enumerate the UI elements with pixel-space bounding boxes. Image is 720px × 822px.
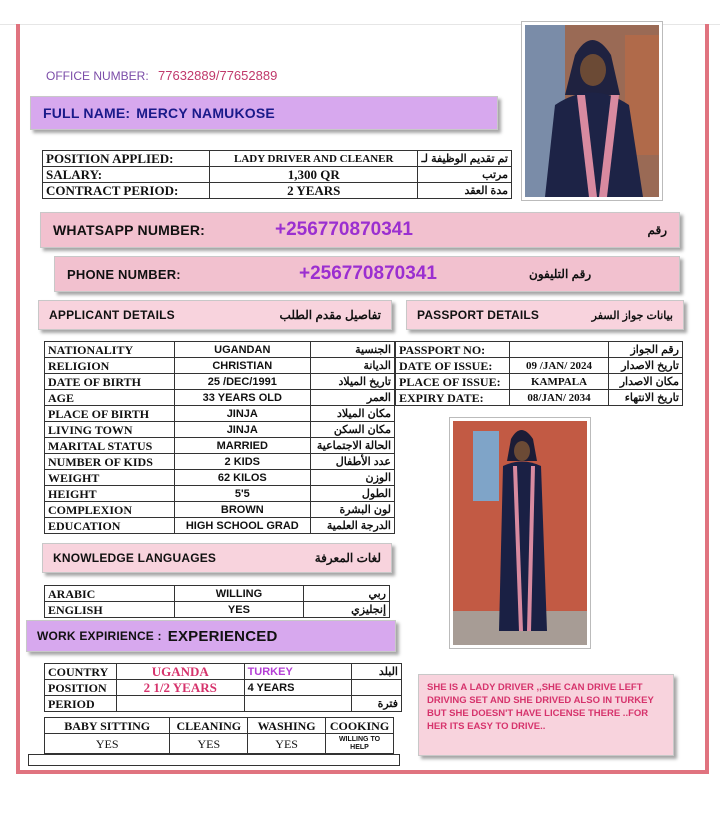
passport-table: [395, 341, 683, 406]
passport-field-value: 09 /JAN/ 2024: [509, 358, 608, 374]
table-row: [45, 342, 395, 358]
remark-box: [418, 674, 674, 756]
table-row: [45, 734, 394, 754]
applicant-field-ar: الوزن: [311, 470, 395, 486]
passport-field-label: DATE OF ISSUE:: [396, 358, 510, 374]
table-row: [396, 342, 683, 358]
applicant-field-ar: عدد الأطفال: [311, 454, 395, 470]
applicant-field-value: BROWN: [174, 502, 311, 518]
applicant-details-ar: تفاصيل مقدم الطلب: [279, 308, 381, 322]
table-row: [45, 438, 395, 454]
applicant-field-value: JINJA: [174, 422, 311, 438]
period-2-value: [244, 696, 352, 712]
country-label: COUNTRY: [45, 664, 117, 680]
office-number-value: 77632889/77652889: [158, 68, 278, 83]
table-row: [45, 518, 395, 534]
period-label: PERIOD: [45, 696, 117, 712]
applicant-field-ar: مكان السكن: [311, 422, 395, 438]
applicant-field-label: HEIGHT: [45, 486, 175, 502]
cooking-value: WILLING TO HELP: [326, 734, 394, 754]
position-applied-ar: تم تقديم الوظيفة لـ: [418, 151, 512, 167]
applicant-field-ar: الطول: [311, 486, 395, 502]
applicant-field-label: LIVING TOWN: [45, 422, 175, 438]
passport-field-value: 08/JAN/ 2034: [509, 390, 608, 406]
english-label: ENGLISH: [45, 602, 175, 618]
passport-details-header: [406, 300, 684, 330]
office-number-label: OFFICE NUMBER:: [46, 69, 149, 83]
washing-value: YES: [248, 734, 326, 754]
work-experience-value: EXPERIENCED: [167, 627, 278, 645]
skills-table: [44, 717, 394, 754]
applicant-field-label: COMPLEXION: [45, 502, 175, 518]
applicant-field-ar: لون البشرة: [311, 502, 395, 518]
table-row: [45, 586, 390, 602]
table-row: [45, 486, 395, 502]
cleaning-value: YES: [170, 734, 248, 754]
full-name-label: FULL NAME:: [43, 105, 131, 121]
office-number: [46, 68, 277, 83]
whatsapp-ar: رقم: [647, 223, 667, 237]
applicant-field-ar: الحالة الاجتماعية: [311, 438, 395, 454]
table-row: [45, 454, 395, 470]
table-row: [43, 167, 512, 183]
passport-field-ar: تاريخ الانتهاء: [609, 390, 683, 406]
table-row: [396, 358, 683, 374]
passport-field-ar: مكان الاصدار: [609, 374, 683, 390]
full-name-value: MERCY NAMUKOSE: [136, 105, 275, 121]
applicant-field-value: 5'5: [174, 486, 311, 502]
position-applied-label: POSITION APPLIED:: [43, 151, 210, 167]
applicant-field-label: NATIONALITY: [45, 342, 175, 358]
applicant-field-ar: الدرجة العلمية: [311, 518, 395, 534]
salary-label: SALARY:: [43, 167, 210, 183]
position-applied-value: LADY DRIVER AND CLEANER: [210, 151, 418, 167]
applicant-details-label: APPLICANT DETAILS: [49, 308, 175, 322]
table-row: [45, 374, 395, 390]
applicant-details-header: [38, 300, 392, 330]
whatsapp-banner: [40, 212, 680, 248]
work-position-ar: [352, 680, 402, 696]
table-row: [45, 406, 395, 422]
full-name-banner: [30, 96, 498, 130]
cooking-header: COOKING: [326, 718, 394, 734]
phone-banner: [54, 256, 680, 292]
applicant-field-ar: الديانة: [311, 358, 395, 374]
baby-sitting-value: YES: [45, 734, 170, 754]
period-ar: فترة: [352, 696, 402, 712]
passport-field-label: PASSPORT NO:: [396, 342, 510, 358]
table-row: [45, 602, 390, 618]
applicant-field-ar: مكان الميلاد: [311, 406, 395, 422]
languages-ar: لغات المعرفة: [314, 551, 381, 565]
work-position-2-value: 4 YEARS: [244, 680, 352, 696]
contract-period-label: CONTRACT PERIOD:: [43, 183, 210, 199]
bottom-empty-row: [28, 754, 400, 766]
applicant-field-value: JINJA: [174, 406, 311, 422]
salary-value: 1,300 QR: [210, 167, 418, 183]
applicant-field-value: 62 KILOS: [174, 470, 311, 486]
work-experience-label: WORK EXPIRIENCE :: [37, 629, 162, 643]
table-row: [45, 422, 395, 438]
full-body-photo-image: [453, 421, 587, 645]
washing-header: WASHING: [248, 718, 326, 734]
portrait-photo-image: [525, 25, 659, 197]
languages-header: [42, 543, 392, 573]
applicant-field-value: CHRISTIAN: [174, 358, 311, 374]
passport-field-label: EXPIRY DATE:: [396, 390, 510, 406]
table-row: [45, 664, 402, 680]
table-row: [45, 680, 402, 696]
country-ar: البلد: [352, 664, 402, 680]
applicant-field-ar: العمر: [311, 390, 395, 406]
salary-ar: مرتب: [418, 167, 512, 183]
contract-period-value: 2 YEARS: [210, 183, 418, 199]
passport-field-ar: رقم الجواز: [609, 342, 683, 358]
country-2-value: TURKEY: [244, 664, 352, 680]
applicant-table: [44, 341, 395, 534]
languages-table: [44, 585, 390, 618]
applicant-field-ar: الجنسية: [311, 342, 395, 358]
baby-sitting-header: BABY SITTING: [45, 718, 170, 734]
applicant-field-value: UGANDAN: [174, 342, 311, 358]
phone-value: +256770870341: [299, 263, 437, 284]
passport-details-ar: بيانات جواز السفر: [591, 309, 673, 322]
english-value: YES: [174, 602, 304, 618]
full-body-photo: [450, 418, 590, 648]
work-position-label: POSITION: [45, 680, 117, 696]
table-row: [45, 358, 395, 374]
contract-period-ar: مدة العقد: [418, 183, 512, 199]
phone-ar: رقم التليفون: [529, 267, 592, 281]
table-row: [45, 470, 395, 486]
table-row: [43, 183, 512, 199]
arabic-value: WILLING: [174, 586, 304, 602]
applicant-field-label: RELIGION: [45, 358, 175, 374]
passport-field-value: [509, 342, 608, 358]
applicant-field-label: EDUCATION: [45, 518, 175, 534]
passport-field-label: PLACE OF ISSUE:: [396, 374, 510, 390]
portrait-photo: [522, 22, 662, 200]
whatsapp-value: +256770870341: [275, 219, 413, 240]
period-1-value: [116, 696, 244, 712]
applicant-field-label: AGE: [45, 390, 175, 406]
applicant-field-label: NUMBER OF KIDS: [45, 454, 175, 470]
passport-field-value: KAMPALA: [509, 374, 608, 390]
table-row: [45, 696, 402, 712]
applicant-field-value: MARRIED: [174, 438, 311, 454]
whatsapp-label: WHATSAPP NUMBER:: [53, 222, 206, 238]
table-row: [43, 151, 512, 167]
passport-field-ar: تاريخ الاصدار: [609, 358, 683, 374]
position-table: [42, 150, 512, 199]
arabic-ar: ربي: [304, 586, 390, 602]
table-row: [396, 390, 683, 406]
table-row: [45, 390, 395, 406]
table-row: [396, 374, 683, 390]
phone-label: PHONE NUMBER:: [67, 266, 181, 282]
applicant-field-label: PLACE OF BIRTH: [45, 406, 175, 422]
applicant-field-value: 33 YEARS OLD: [174, 390, 311, 406]
applicant-field-value: HIGH SCHOOL GRAD: [174, 518, 311, 534]
work-table: [44, 663, 402, 712]
applicant-field-label: DATE OF BIRTH: [45, 374, 175, 390]
applicant-field-value: 2 KIDS: [174, 454, 311, 470]
applicant-field-label: WEIGHT: [45, 470, 175, 486]
table-row: [45, 502, 395, 518]
work-experience-header: [26, 620, 396, 652]
arabic-label: ARABIC: [45, 586, 175, 602]
table-row: [45, 718, 394, 734]
work-position-1-value: 2 1/2 YEARS: [116, 680, 244, 696]
passport-details-label: PASSPORT DETAILS: [417, 308, 540, 322]
cleaning-header: CLEANING: [170, 718, 248, 734]
applicant-field-label: MARITAL STATUS: [45, 438, 175, 454]
country-1-value: UGANDA: [116, 664, 244, 680]
applicant-field-ar: تاريخ الميلاد: [311, 374, 395, 390]
remark-text: SHE IS A LADY DRIVER ,,SHE CAN DRIVE LEFT DRIVING SET AND SHE DRIVED ALSO IN TURKEY BUT SHE DOESN'T HAVE LICENSE THERE ..FOR HER ITS EASY TO DRIVE..: [427, 682, 654, 732]
languages-label: KNOWLEDGE LANGUAGES: [53, 551, 217, 565]
applicant-field-value: 25 /DEC/1991: [174, 374, 311, 390]
english-ar: إنجليزي: [304, 602, 390, 618]
